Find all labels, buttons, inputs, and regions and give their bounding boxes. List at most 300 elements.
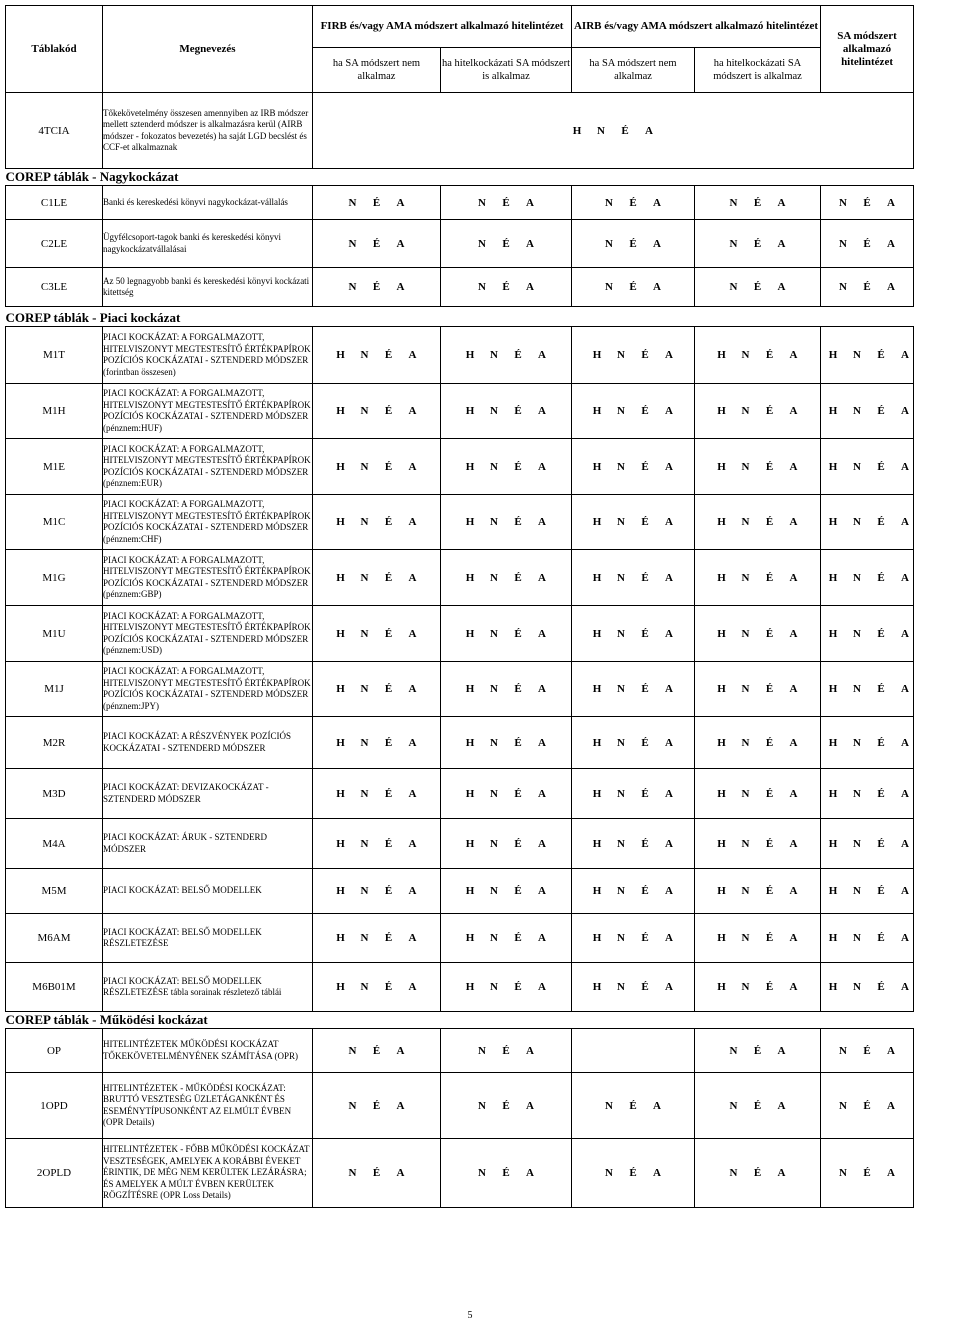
flag-letter: A	[526, 237, 534, 250]
flag-letter: A	[887, 196, 895, 209]
flag-letter: H	[336, 736, 345, 749]
flag-letter: H	[828, 787, 838, 800]
flag-letter: H	[828, 516, 838, 528]
flag-letter: H	[336, 932, 345, 944]
table-row	[6, 186, 914, 220]
flag-letter: É	[753, 237, 762, 250]
flag-letter: É	[877, 627, 885, 640]
flag-letter: N	[741, 349, 750, 361]
table-description: PIACI KOCKÁZAT: A FORGALMAZOTT, HITELVISZONYT MEGTESTESÍTŐ ÉRTÉKPAPÍROK POZÍCIÓS KOCKÁZATAI - SZTENDERD MÓDSZER (pénznem:JPY)	[103, 662, 313, 717]
flag-letter: N	[605, 281, 613, 293]
section-row	[6, 307, 914, 327]
flag-group	[441, 819, 572, 869]
flag-letter: É	[863, 196, 871, 209]
flag-letter: A	[777, 1167, 786, 1179]
table-description: Banki és kereskedési könyvi nagykockázat-vállalás	[103, 186, 313, 220]
flag-group	[572, 1029, 695, 1073]
flag-letter: É	[384, 516, 393, 528]
table-description: PIACI KOCKÁZAT: BELSŐ MODELLEK	[103, 869, 313, 914]
table-description: HITELINTÉZETEK MŰKÖDÉSI KOCKÁZAT TŐKEKÖVETELMÉNYÉNEK SZÁMÍTÁSA (OPR)	[103, 1029, 313, 1073]
flag-letter: É	[877, 516, 885, 528]
flag-letter: É	[384, 349, 393, 361]
flag-letter: A	[777, 1099, 786, 1112]
table-code: M1H	[6, 384, 103, 439]
flag-group	[572, 268, 695, 307]
flag-letter: A	[653, 281, 661, 293]
flag-letter: É	[641, 683, 649, 695]
flag-group	[821, 268, 914, 307]
table-description: PIACI KOCKÁZAT: A FORGALMAZOTT, HITELVISZONYT MEGTESTESÍTŐ ÉRTÉKPAPÍROK POZÍCIÓS KOCKÁZATAI - SZTENDERD MÓDSZER (pénznem:GBP)	[103, 550, 313, 606]
flag-letter: É	[384, 787, 393, 800]
flag-letter: H	[336, 349, 345, 361]
flag-letter: A	[789, 683, 798, 695]
flag-group	[821, 914, 914, 963]
flag-letter: É	[641, 885, 649, 897]
flag-letter: É	[877, 405, 885, 417]
flag-letter: É	[641, 787, 649, 800]
flag-letter: H	[336, 981, 345, 993]
flag-letter: N	[839, 1099, 847, 1112]
table-code: M4A	[6, 819, 103, 869]
flag-letter: A	[901, 516, 909, 528]
flag-letter: H	[592, 932, 602, 944]
flag-letter: É	[514, 460, 522, 473]
flag-letter: É	[863, 237, 871, 250]
flag-letter: H	[465, 627, 475, 640]
flag-letter: N	[360, 349, 369, 361]
flag-letter: A	[789, 349, 798, 361]
flag-letter: N	[853, 349, 861, 361]
table-code: M1T	[6, 327, 103, 384]
flag-letter: H	[717, 571, 726, 584]
flag-letter: A	[665, 932, 673, 944]
flag-letter: É	[641, 736, 649, 749]
flag-letter: N	[617, 349, 625, 361]
flag-letter: N	[617, 932, 625, 944]
flag-letter: N	[853, 683, 861, 695]
table-description: PIACI KOCKÁZAT: A FORGALMAZOTT, HITELVISZONYT MEGTESTESÍTŐ ÉRTÉKPAPÍROK POZÍCIÓS KOCKÁZATAI - SZTENDERD MÓDSZER (pénznem:EUR)	[103, 439, 313, 495]
flag-letter: É	[863, 1167, 871, 1179]
flag-group	[441, 963, 572, 1012]
header-firb-no-sa: ha SA módszert nem alkalmaz	[313, 48, 441, 93]
table-code: M1E	[6, 439, 103, 495]
flag-letter: H	[828, 885, 838, 897]
flag-letter: É	[629, 281, 637, 293]
flag-letter: A	[887, 1099, 895, 1112]
flag-letter: N	[478, 1099, 486, 1112]
flag-letter: H	[336, 516, 345, 528]
table-code: 1OPD	[6, 1073, 103, 1139]
flag-letter: N	[478, 1044, 486, 1057]
flag-group	[441, 384, 572, 439]
flag-letter: A	[645, 124, 653, 137]
table-row	[6, 963, 914, 1012]
flag-letter: N	[490, 349, 498, 361]
flag-letter: É	[629, 196, 637, 209]
flag-letter: N	[853, 571, 861, 584]
flag-letter: A	[901, 885, 909, 897]
flag-letter: É	[877, 787, 885, 800]
flag-letter: N	[741, 460, 750, 473]
flag-letter: N	[360, 837, 369, 850]
flag-letter: A	[538, 571, 546, 584]
flag-letter: N	[360, 571, 369, 584]
flag-letter: H	[717, 405, 726, 417]
flag-letter: É	[863, 1044, 871, 1057]
flag-letter: É	[629, 1167, 637, 1179]
flag-letter: N	[490, 627, 498, 640]
flag-group	[441, 662, 572, 717]
flag-letter: A	[789, 981, 798, 993]
flag-letter: É	[863, 281, 871, 293]
flag-letter: É	[514, 981, 522, 993]
flag-group	[821, 819, 914, 869]
flag-letter: A	[396, 196, 405, 209]
flag-letter: É	[877, 837, 885, 850]
flag-letter: A	[408, 885, 417, 897]
flag-letter: A	[901, 405, 909, 417]
flag-letter: N	[490, 405, 498, 417]
flag-letter: A	[526, 281, 534, 293]
flag-group	[572, 769, 695, 819]
flag-group	[441, 550, 572, 606]
flag-letter: É	[514, 627, 522, 640]
flag-group	[695, 268, 821, 307]
flag-group	[572, 1139, 695, 1208]
flag-letter: É	[514, 787, 522, 800]
flag-letter: N	[741, 627, 750, 640]
flag-letter: A	[665, 516, 673, 528]
flag-letter: H	[717, 460, 726, 473]
flag-letter: H	[592, 981, 602, 993]
flag-group	[821, 220, 914, 268]
flag-group	[441, 769, 572, 819]
flag-letter: A	[789, 885, 798, 897]
flag-letter: H	[592, 787, 602, 800]
flag-letter: N	[741, 837, 750, 850]
flag-letter: A	[665, 736, 673, 749]
flag-letter: H	[336, 460, 345, 473]
flag-letter: H	[465, 349, 475, 361]
table-row	[6, 1139, 914, 1208]
flag-letter: É	[753, 196, 762, 209]
flag-letter: É	[372, 196, 381, 209]
flag-letter: A	[887, 1167, 895, 1179]
table-row	[6, 495, 914, 550]
flag-letter: H	[717, 683, 726, 695]
flag-letter: É	[514, 516, 522, 528]
flag-letter: A	[789, 571, 798, 584]
flag-letter: N	[490, 787, 498, 800]
flag-letter: H	[592, 683, 602, 695]
flag-letter: É	[765, 981, 774, 993]
flag-letter: É	[514, 683, 522, 695]
flag-letter: A	[665, 837, 673, 850]
header-firb: FIRB és/vagy AMA módszert alkalmazó hitelintézet	[313, 6, 572, 48]
table-description: PIACI KOCKÁZAT: BELSŐ MODELLEK RÉSZLETEZÉSE	[103, 914, 313, 963]
flag-letter: N	[605, 237, 613, 250]
flag-letter: N	[741, 981, 750, 993]
flag-letter: N	[853, 837, 861, 850]
flag-letter: A	[665, 405, 673, 417]
flag-group	[572, 439, 695, 495]
flag-letter: N	[360, 405, 369, 417]
flag-letter: H	[465, 885, 475, 897]
table-row	[6, 819, 914, 869]
flag-group	[313, 769, 441, 819]
flag-letter: N	[729, 237, 738, 250]
flag-letter: H	[828, 932, 838, 944]
flag-group	[821, 550, 914, 606]
flag-group	[695, 769, 821, 819]
flag-letter: N	[617, 571, 625, 584]
flag-letter: A	[408, 683, 417, 695]
flag-letter: N	[478, 1167, 486, 1179]
table-code: M1U	[6, 606, 103, 662]
flag-letter: A	[538, 787, 546, 800]
flag-letter: N	[490, 736, 498, 749]
table-description: PIACI KOCKÁZAT: A FORGALMAZOTT, HITELVISZONYT MEGTESTESÍTŐ ÉRTÉKPAPÍROK POZÍCIÓS KOCKÁZATAI - SZTENDERD MÓDSZER (pénznem:USD)	[103, 606, 313, 662]
flag-letter: N	[853, 736, 861, 749]
section-title: COREP táblák - Nagykockázat	[5, 169, 179, 184]
flag-group	[313, 914, 441, 963]
flag-letter: É	[877, 736, 885, 749]
flag-group	[572, 869, 695, 914]
flag-letter: H	[336, 405, 345, 417]
flag-letter: H	[717, 627, 726, 640]
flag-group	[313, 869, 441, 914]
flag-letter: É	[765, 683, 774, 695]
flag-group	[572, 819, 695, 869]
flag-letter: H	[465, 837, 475, 850]
flag-letter: N	[853, 460, 861, 473]
flag-letter: N	[853, 885, 861, 897]
flag-group	[441, 220, 572, 268]
flag-letter: É	[502, 237, 510, 250]
flag-letter: N	[617, 627, 625, 640]
flag-letter: A	[526, 1167, 534, 1179]
flag-letter: É	[514, 405, 522, 417]
flag-letter: H	[592, 736, 602, 749]
flag-letter: A	[777, 196, 786, 209]
flag-group	[695, 662, 821, 717]
flag-letter: N	[729, 1044, 738, 1057]
page-number: 5	[467, 1310, 473, 1321]
flag-letter: H	[717, 516, 726, 528]
flag-group	[313, 819, 441, 869]
flag-group	[821, 769, 914, 819]
flag-letter: A	[653, 237, 661, 250]
flag-letter: N	[741, 683, 750, 695]
flag-group	[313, 268, 441, 307]
flag-group	[313, 186, 441, 220]
flag-letter: H	[828, 736, 838, 749]
flag-letter: É	[765, 787, 774, 800]
flag-letter: É	[765, 736, 774, 749]
flag-letter: É	[877, 885, 885, 897]
flag-group	[572, 717, 695, 769]
flag-letter: N	[741, 571, 750, 584]
flag-group	[695, 495, 821, 550]
flag-letter: H	[592, 571, 602, 584]
flag-group	[313, 662, 441, 717]
flag-letter: N	[741, 405, 750, 417]
flag-letter: N	[617, 516, 625, 528]
flag-letter: A	[538, 516, 546, 528]
table-code: M5M	[6, 869, 103, 914]
header-airb: AIRB és/vagy AMA módszert alkalmazó hitelintézet	[572, 6, 821, 48]
flag-letter: N	[478, 281, 486, 293]
flag-group	[313, 606, 441, 662]
flag-group	[821, 495, 914, 550]
flag-letter: H	[828, 627, 838, 640]
flag-letter: É	[641, 516, 649, 528]
flag-letter: É	[629, 1099, 637, 1112]
flag-letter: A	[408, 349, 417, 361]
flag-letter: A	[408, 405, 417, 417]
flag-letter: A	[901, 683, 909, 695]
flag-letter: A	[396, 237, 405, 250]
flag-letter: N	[490, 837, 498, 850]
flag-letter: N	[839, 1167, 847, 1179]
section-title: COREP táblák - Működési kockázat	[5, 1012, 208, 1027]
table-description: PIACI KOCKÁZAT: A FORGALMAZOTT, HITELVISZONYT MEGTESTESÍTŐ ÉRTÉKPAPÍROK POZÍCIÓS KOCKÁZATAI - SZTENDERD MÓDSZER (pénznem:HUF)	[103, 384, 313, 439]
flag-letter: H	[717, 885, 726, 897]
flag-letter: A	[901, 932, 909, 944]
flag-letter: É	[372, 1099, 381, 1112]
flag-letter: A	[901, 837, 909, 850]
flag-letter: H	[336, 787, 345, 800]
table-code: OP	[6, 1029, 103, 1073]
flag-group	[313, 550, 441, 606]
flag-letter: A	[526, 1044, 534, 1057]
flag-letter: É	[641, 837, 649, 850]
flag-letter: H	[465, 932, 475, 944]
flag-letter: A	[538, 736, 546, 749]
table-description: PIACI KOCKÁZAT: A RÉSZVÉNYEK POZÍCIÓS KOCKÁZATAI - SZTENDERD MÓDSZER	[103, 717, 313, 769]
flag-letter: É	[877, 571, 885, 584]
flag-letter: N	[839, 237, 847, 250]
flag-letter: H	[717, 981, 726, 993]
flag-letter: A	[538, 627, 546, 640]
flag-group	[313, 1073, 441, 1139]
flag-letter: N	[839, 196, 847, 209]
flag-letter: N	[741, 932, 750, 944]
flag-letter: H	[336, 837, 345, 850]
table-description: HITELINTÉZETEK - FŐBB MŰKÖDÉSI KOCKÁZAT VESZTESÉGEK, AMELYEK A KORÁBBI ÉVEKET ÉRINTIK, DE MÉG NEM KERÜLTEK LEZÁRÁSRA; ÉS AMELYEK A MÚLT ÉVBEN KERÜLTEK RÖGZÍTÉSRE (OPR Loss Details)	[103, 1139, 313, 1208]
flag-group	[695, 717, 821, 769]
flag-letter: A	[396, 1044, 405, 1057]
flag-group	[441, 186, 572, 220]
flag-group	[821, 1073, 914, 1139]
flag-group	[313, 384, 441, 439]
header-airb-no-sa: ha SA módszert nem alkalmaz	[572, 48, 695, 93]
flag-letter: N	[348, 1044, 357, 1057]
flag-letter: A	[777, 1044, 786, 1057]
flag-letter: É	[641, 932, 649, 944]
flag-letter: A	[408, 460, 417, 473]
flag-letter: N	[741, 516, 750, 528]
flag-letter: É	[641, 981, 649, 993]
flag-letter: A	[789, 787, 798, 800]
flag-letter: N	[617, 460, 625, 473]
flag-group	[313, 717, 441, 769]
table-code: M1G	[6, 550, 103, 606]
flag-letter: É	[384, 627, 393, 640]
table-code: C2LE	[6, 220, 103, 268]
header-firb-sa: ha hitelkockázati SA módszert is alkalmaz	[441, 48, 572, 93]
flag-group	[441, 327, 572, 384]
flag-letter: A	[665, 349, 673, 361]
flag-letter: H	[828, 460, 838, 473]
flag-letter: É	[514, 349, 522, 361]
flag-group	[441, 914, 572, 963]
flag-group	[695, 819, 821, 869]
flag-letter: N	[605, 196, 613, 209]
flag-letter: N	[729, 1099, 738, 1112]
flag-group	[441, 1029, 572, 1073]
flag-group	[313, 963, 441, 1012]
flag-letter: N	[360, 516, 369, 528]
flag-group	[572, 384, 695, 439]
flag-letter: H	[717, 736, 726, 749]
flag-letter: É	[384, 405, 393, 417]
table-code: M3D	[6, 769, 103, 819]
table-code: M2R	[6, 717, 103, 769]
flag-group	[572, 963, 695, 1012]
flag-letter: H	[828, 683, 838, 695]
flag-letter: H	[717, 349, 726, 361]
flag-letter: N	[839, 281, 847, 293]
flag-letter: A	[526, 1099, 534, 1112]
flag-letter: H	[465, 981, 475, 993]
flag-letter: É	[641, 349, 649, 361]
flag-letter: A	[901, 736, 909, 749]
flag-letter: N	[490, 683, 498, 695]
flag-letter: A	[538, 349, 546, 361]
flag-letter: É	[753, 1044, 762, 1057]
flag-group	[441, 495, 572, 550]
flag-letter: É	[384, 837, 393, 850]
flag-letter: N	[605, 1099, 613, 1112]
flag-group	[821, 963, 914, 1012]
flag-group	[572, 662, 695, 717]
flag-letter: H	[828, 571, 838, 584]
flag-letter: É	[384, 932, 393, 944]
flag-letter: É	[629, 237, 637, 250]
flag-group	[572, 914, 695, 963]
table-row	[6, 1073, 914, 1139]
flag-letter: H	[592, 516, 602, 528]
flag-letter: N	[617, 683, 625, 695]
flag-letter: N	[360, 627, 369, 640]
flag-group	[441, 439, 572, 495]
table-description: PIACI KOCKÁZAT: ÁRUK - SZTENDERD MÓDSZER	[103, 819, 313, 869]
flag-letter: A	[887, 1044, 895, 1057]
flag-group	[695, 550, 821, 606]
flag-letter: É	[877, 981, 885, 993]
flag-letter: A	[538, 932, 546, 944]
flag-letter: A	[901, 627, 909, 640]
flag-letter: A	[538, 981, 546, 993]
flag-letter: É	[372, 1167, 381, 1179]
flag-letter: A	[538, 683, 546, 695]
flag-letter: A	[653, 1167, 661, 1179]
flag-letter: É	[384, 571, 393, 584]
flag-letter: É	[502, 281, 510, 293]
flag-group	[572, 1073, 695, 1139]
flag-letter: É	[753, 281, 762, 293]
